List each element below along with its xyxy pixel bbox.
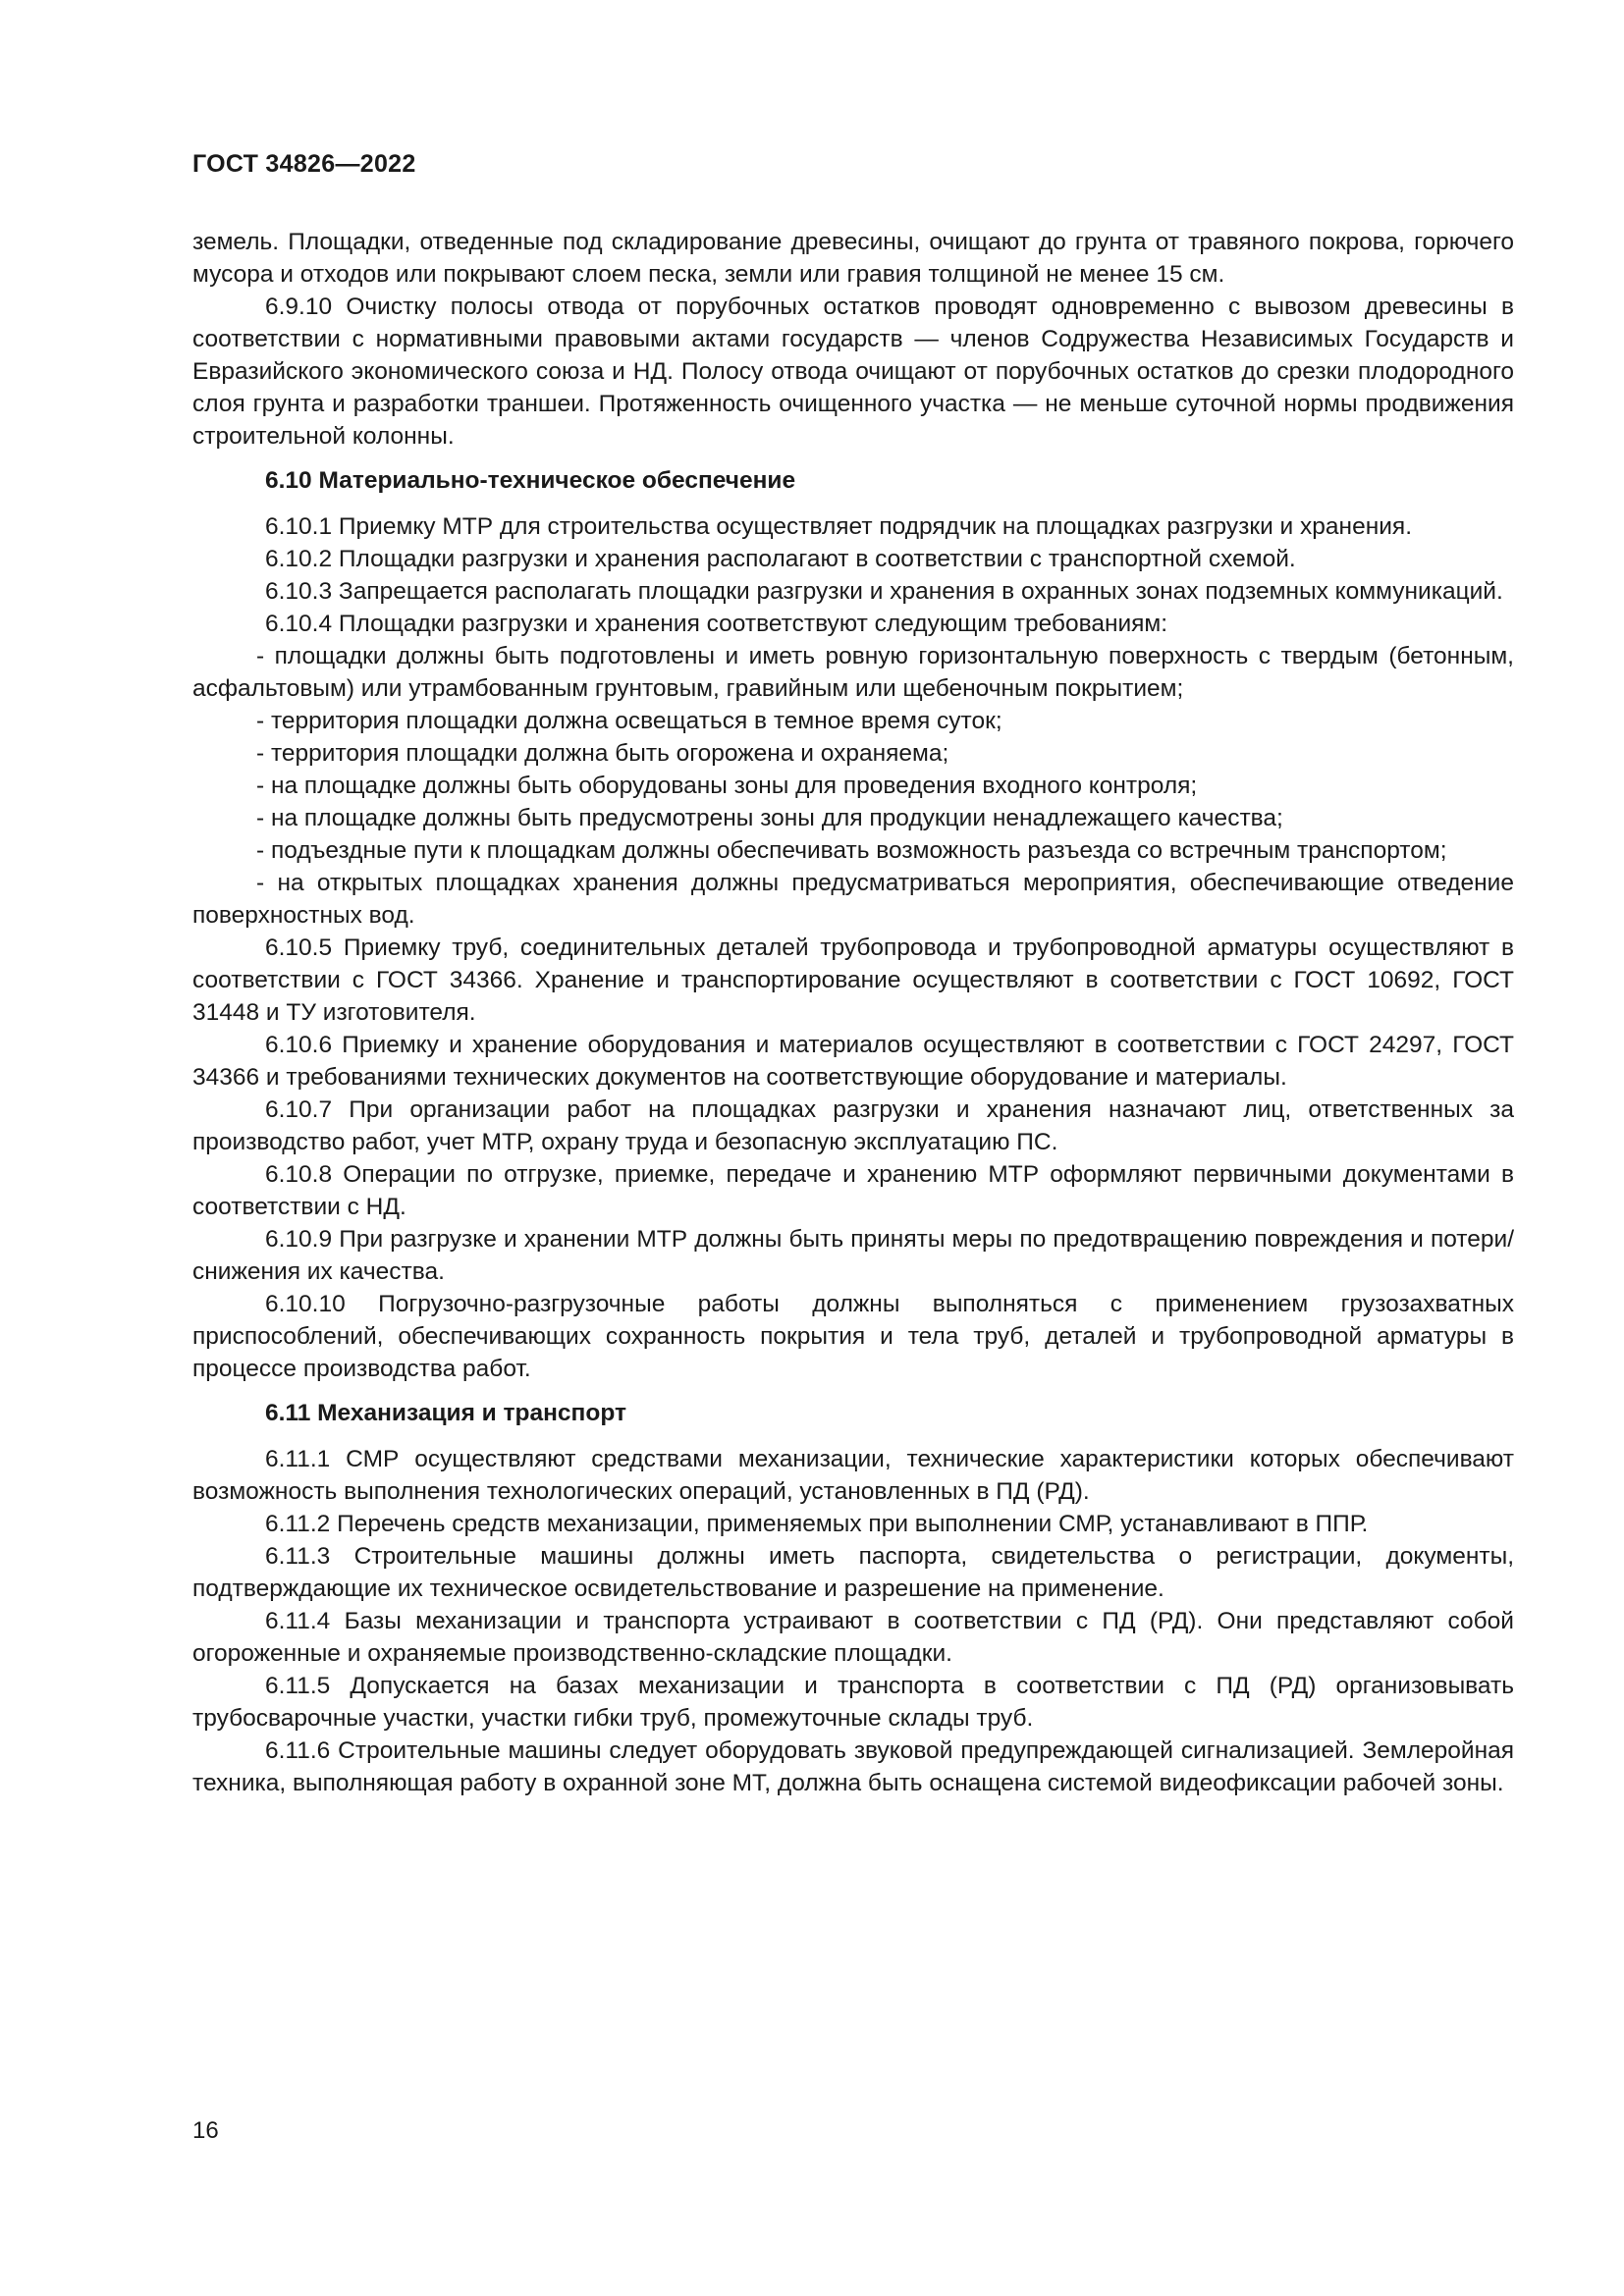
list-item: - на открытых площадках хранения должны предусматриваться мероприятия, обеспечивающие отведение поверхностных вод. (192, 870, 1514, 929)
list-item: - на площадке должны быть оборудованы зоны для проведения входного контроля; (256, 773, 1198, 799)
paragraph: 6.10.10 Погрузочно-разгрузочные работы должны выполняться с применением грузозахватных приспособлений, обеспечивающих сохранность покрытия и тела труб, деталей и трубопроводной арматуры в процессе производства работ. (192, 1291, 1514, 1382)
section-heading: 6.10 Материально-техническое обеспечение (265, 467, 796, 494)
paragraph: 6.11.2 Перечень средств механизации, применяемых при выполнении СМР, устанавливают в ППР. (265, 1511, 1369, 1537)
paragraph: 6.11.5 Допускается на базах механизации и транспорта в соответствии с ПД (РД) организовывать трубосварочные участки, участки гибки труб, промежуточные склады труб. (192, 1673, 1514, 1732)
paragraph: земель. Площадки, отведенные под складирование древесины, очищают до грунта от травяного покрова, горючего мусора и отходов или покрывают слоем песка, земли или гравия толщиной не менее 15 см. (192, 229, 1514, 288)
list-item: - площадки должны быть подготовлены и иметь ровную горизонтальную поверхность с твердым (бетонным, асфальтовым) или утрамбованным грунтовым, гравийным или щебеночным покрытием; (192, 643, 1514, 702)
paragraph: 6.10.3 Запрещается располагать площадки разгрузки и хранения в охранных зонах подземных коммуникаций. (265, 578, 1503, 605)
document-header: ГОСТ 34826—2022 (192, 150, 416, 178)
paragraph: 6.11.6 Строительные машины следует оборудовать звуковой предупреждающей сигнализацией. Землеройная техника, выполняющая работу в охранной зоне МТ, должна быть оснащена системой видеофиксации рабочей зоны. (192, 1737, 1514, 1796)
paragraph: 6.11.3 Строительные машины должны иметь паспорта, свидетельства о регистрации, документы, подтверждающие их техническое освидетельствование и разрешение на применение. (192, 1543, 1514, 1602)
paragraph: 6.10.7 При организации работ на площадках разгрузки и хранения назначают лиц, ответственных за производство работ, учет МТР, охрану труда и безопасную эксплуатацию ПС. (192, 1096, 1514, 1155)
page-number: 16 (192, 2117, 219, 2144)
list-item: - территория площадки должна освещаться в темное время суток; (256, 708, 1002, 734)
section-heading: 6.11 Механизация и транспорт (265, 1400, 626, 1426)
list-item: - на площадке должны быть предусмотрены зоны для продукции ненадлежащего качества; (256, 805, 1283, 831)
paragraph: 6.9.10 Очистку полосы отвода от порубочных остатков проводят одновременно с вывозом древесины в соответствии с нормативными правовыми актами государств — членов Содружества Независимых Государств и Евразийского экономического союза и НД. Полосу отвода очищают от порубочных остатков до срезки плодородного слоя грунта и разработки траншеи. Протяженность очищенного участка — не меньше суточной нормы продвижения строительной колонны. (192, 294, 1514, 450)
paragraph: 6.10.8 Операции по отгрузке, приемке, передаче и хранению МТР оформляют первичными документами в соответствии с НД. (192, 1161, 1514, 1220)
paragraph: 6.10.2 Площадки разгрузки и хранения располагают в соответствии с транспортной схемой. (265, 546, 1296, 572)
paragraph: 6.10.9 При разгрузке и хранении МТР должны быть приняты меры по предотвращению повреждения и потери/снижения их качества. (192, 1226, 1514, 1285)
paragraph: 6.10.5 Приемку труб, соединительных деталей трубопровода и трубопроводной арматуры осуществляют в соответствии с ГОСТ 34366. Хранение и транспортирование осуществляют в соответствии с ГОСТ 10692, ГОСТ 31448 и ТУ изготовителя. (192, 934, 1514, 1026)
document-body (192, 226, 1514, 1799)
paragraph: 6.10.1 Приемку МТР для строительства осуществляет подрядчик на площадках разгрузки и хранения. (265, 513, 1412, 540)
list-item: - подъездные пути к площадкам должны обеспечивать возможность разъезда со встречным транспортом; (256, 837, 1447, 864)
paragraph: 6.11.1 СМР осуществляют средствами механизации, технические характеристики которых обеспечивают возможность выполнения технологических операций, установленных в ПД (РД). (192, 1446, 1514, 1505)
list-item: - территория площадки должна быть огорожена и охраняема; (256, 740, 949, 767)
paragraph: 6.10.4 Площадки разгрузки и хранения соответствуют следующим требованиям: (265, 611, 1168, 637)
paragraph: 6.10.6 Приемку и хранение оборудования и материалов осуществляют в соответствии с ГОСТ 24297, ГОСТ 34366 и требованиями технических документов на соответствующие оборудование и материалы. (192, 1032, 1514, 1091)
paragraph: 6.11.4 Базы механизации и транспорта устраивают в соответствии с ПД (РД). Они представляют собой огороженные и охраняемые производственно-складские площадки. (192, 1608, 1514, 1667)
